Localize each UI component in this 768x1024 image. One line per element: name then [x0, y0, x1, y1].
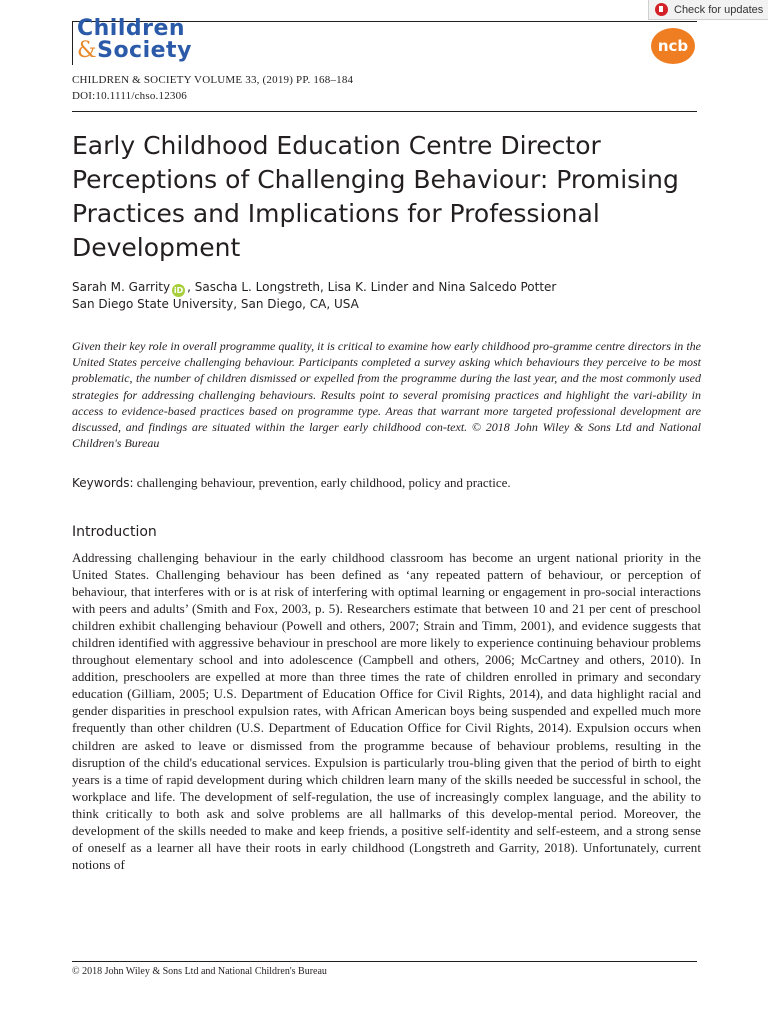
crossmark-icon — [655, 3, 668, 16]
author-list — [72, 279, 697, 297]
affiliation: San Diego State University, San Diego, CA, USA — [72, 297, 359, 311]
author-first[interactable]: Sarah M. Garrity — [72, 280, 171, 294]
section-heading-introduction: Introduction — [72, 524, 157, 540]
check-for-updates-label: Check for updates — [674, 3, 764, 16]
journal-info — [72, 72, 572, 104]
journal-logo — [77, 18, 192, 62]
keywords-label: Keywords: — [72, 476, 134, 490]
journal-logo-line1: Children — [77, 16, 186, 41]
keywords — [72, 475, 697, 491]
journal-citation: CHILDREN & SOCIETY VOLUME 33, (2019) PP. 168–184 — [72, 74, 354, 86]
keywords-text: challenging behaviour, prevention, early childhood, policy and practice. — [136, 475, 511, 490]
body-paragraph: Addressing challenging behaviour in the early childhood classroom has become an urgent national priority in the United States. Challenging behaviour has been defined as ‘any repeated pattern of behaviour, or perception of behaviour, that interferes with or is at risk of interfering with optimal learning or engagement in pro-social interactions with peers and adults’ (Smith and Fox, 2003, p. 5). Researchers estimate that between 10 and 21 per cent of preschool children exhibit challenging behaviour (Powell and others, 2007; Strain and Timm, 2001), and evidence suggests that children identified with aggressive behaviour in preschool are more likely to experience continuing behaviour problems throughout elementary school and into adolescence (Campbell and others, 2006; McCartney and others, 2010). In addition, preschoolers are expelled at more than three times the rate of children enrolled in primary and secondary education (Gilliam, 2005; U.S. Department of Education Office for Civil Rights, 2014), and data highlight racial and gender disparities in preschool expulsion rates, with African American boys being suspended and expelled much more frequently than other children (U.S. Department of Education Office for Civil Rights, 2014). Expulsion occurs when children are asked to leave or dismissed from the programme because of behaviour problems, resulting in the disruption of the child's educational services. Expulsion is particularly trou-bling given that the period of birth to eight years is a time of rapid development during which children learn many of the skills needed be successful in school, the workplace and life. The development of self-regulation, the use of increasingly complex language, and the ability to think critically to both ask and solve problems are all hallmarks of this develop-mental period. Moreover, the development of the skills needed to make and keep friends, a positive self-identity and self-esteem, and a strong sense of oneself as a learner all have their roots in early childhood (Longstreth and Garrity, 2018). Unfortunately, current notions of — [72, 550, 701, 872]
footer-rule — [72, 961, 697, 962]
journal-logo-ampersand: & — [77, 38, 98, 63]
journal-logo-line2: Society — [97, 38, 192, 63]
doi: DOI:10.1111/chso.12306 — [72, 90, 188, 102]
check-for-updates-button[interactable] — [648, 0, 768, 20]
header-rule — [72, 111, 697, 112]
orcid-icon[interactable]: iD — [173, 286, 184, 295]
publisher-logo: ncb — [651, 28, 695, 64]
article-title: Early Childhood Education Centre Director Perceptions of Challenging Behaviour: Promising Practices and Implications for Professional Development — [72, 131, 679, 262]
footer-copyright: © 2018 John Wiley & Sons Ltd and National Children's Bureau — [72, 966, 327, 977]
masthead-vertical-rule — [72, 21, 73, 65]
authors-rest: , Sascha L. Longstreth, Lisa K. Linder and Nina Salcedo Potter — [187, 280, 557, 294]
abstract: Given their key role in overall programme quality, it is critical to examine how early childhood pro-gramme centre directors in the United States perceive challenging behaviour. Participants completed a survey asking which behaviours they perceive to be most problematic, the number of children dismissed or expelled from the programme during the last year, and the most commonly used strategies for addressing challenging behaviours. Results point to several promising practices and highlight the vari-ability in access to evidence-based practices based on programme type. Areas that warrant more targeted professional development are discussed, and findings are situated within the larger early childhood con-text. © 2018 John Wiley & Sons Ltd and National Children's Bureau — [72, 339, 701, 451]
